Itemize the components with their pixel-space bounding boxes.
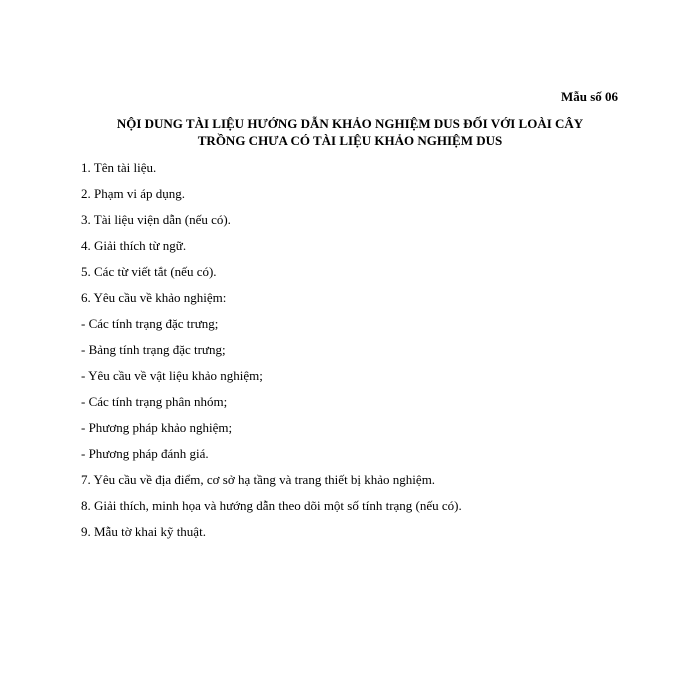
list-sub-item: - Phương pháp đánh giá. [81,446,209,461]
list-sub-item: - Các tính trạng phân nhóm; [81,394,228,409]
list-item: 1. Tên tài liệu. [81,160,157,175]
list-item: 9. Mẫu tờ khai kỹ thuật. [81,524,206,539]
list-item: 6. Yêu cầu về khảo nghiệm: [81,290,227,305]
list-item: 5. Các từ viết tắt (nếu có). [81,264,217,279]
list-sub-item: - Phương pháp khảo nghiệm; [81,420,233,435]
list-item: 7. Yêu cầu về địa điểm, cơ sở hạ tầng và trang thiết bị khảo nghiệm. [81,472,436,487]
title-line-2: TRỒNG CHƯA CÓ TÀI LIỆU KHẢO NGHIỆM DUS [197,133,503,148]
list-item: 2. Phạm vi áp dụng. [81,186,185,201]
list-sub-item: - Yêu cầu về vật liệu khảo nghiệm; [81,368,263,383]
list-sub-item: - Bảng tính trạng đặc trưng; [81,342,226,357]
list-item: 8. Giải thích, minh họa và hướng dẫn theo dõi một số tính trạng (nếu có). [81,498,462,513]
document-title [60,115,640,149]
title-line-1: NỘI DUNG TÀI LIỆU HƯỚNG DẪN KHẢO NGHIỆM DUS ĐỐI VỚI LOÀI CÂY [116,116,584,131]
list-sub-item: - Các tính trạng đặc trưng; [81,316,219,331]
list-item: 4. Giải thích từ ngữ. [81,238,187,253]
list-item: 3. Tài liệu viện dẫn (nếu có). [81,212,231,227]
form-number: Mẫu số 06 [560,89,618,104]
content-list [81,155,641,545]
